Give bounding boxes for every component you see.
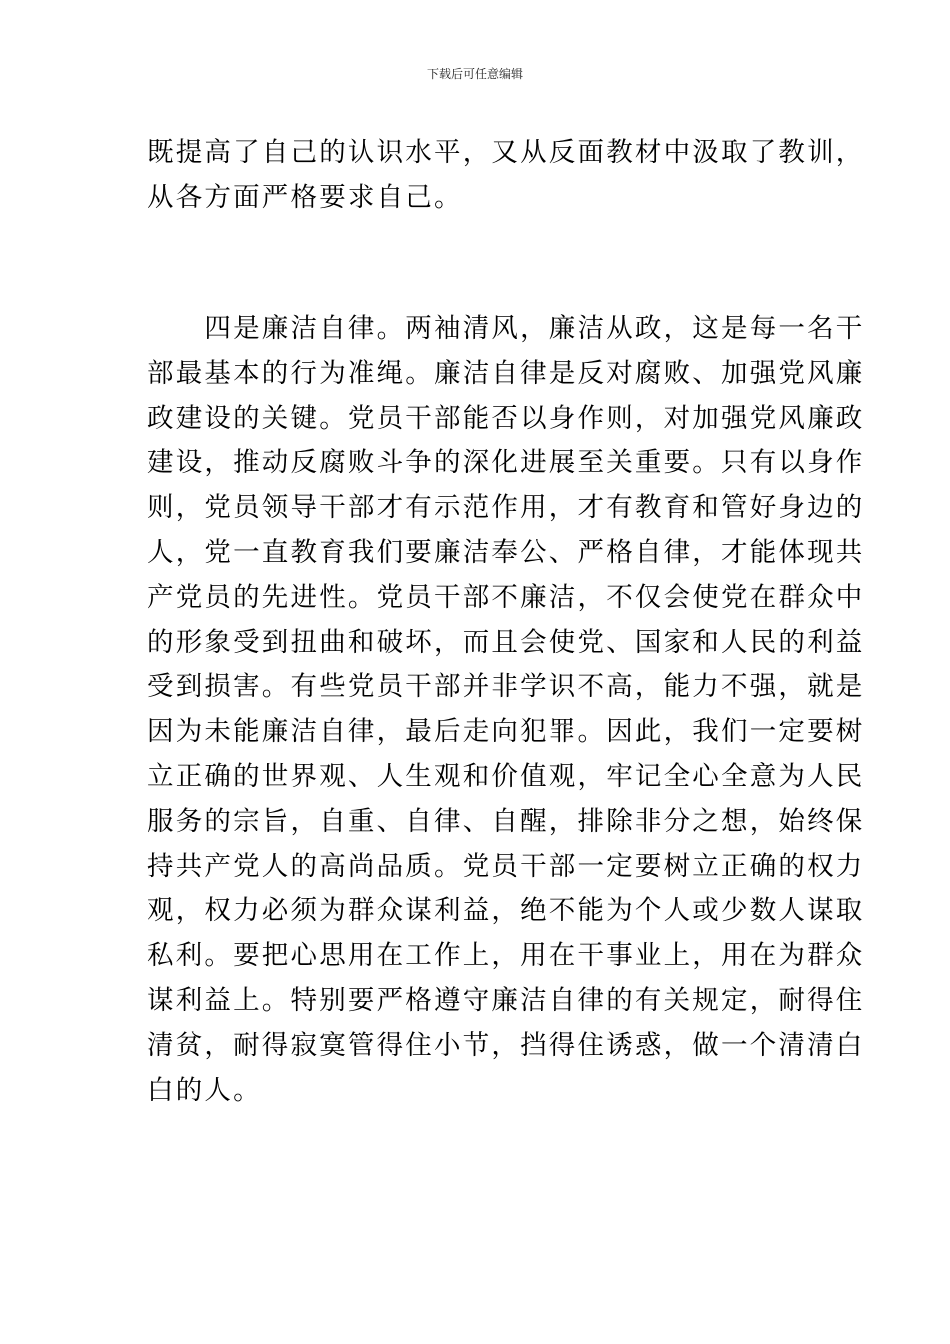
text-line: 私利。要把心思用在工作上，用在干事业上，用在为群众 — [147, 940, 865, 972]
text-line: 立正确的世界观、人生观和价值观，牢记全心全意为人民 — [147, 760, 865, 792]
text-line: 受到损害。有些党员干部并非学识不高，能力不强，就是 — [147, 671, 865, 703]
text-line: 清贫，耐得寂寞管得住小节，挡得住诱惑，做一个清清白 — [147, 1029, 865, 1061]
paragraph-integrity — [147, 307, 865, 1113]
text-line: 谋利益上。特别要严格遵守廉洁自律的有关规定，耐得住 — [147, 984, 865, 1016]
paragraph-continuation — [147, 131, 865, 221]
text-line: 产党员的先进性。党员干部不廉洁，不仅会使党在群众中 — [147, 581, 865, 613]
text-line: 的形象受到扭曲和破坏，而且会使党、国家和人民的利益 — [147, 626, 865, 658]
text-line: 因为未能廉洁自律，最后走向犯罪。因此，我们一定要树 — [147, 716, 865, 748]
text-line: 既提高了自己的认识水平，又从反面教材中汲取了教训， — [147, 137, 865, 168]
header-note: 下载后可任意编辑 — [426, 67, 523, 81]
text-line: 政建设的关键。党员干部能否以身作则，对加强党风廉政 — [147, 402, 865, 434]
text-line: 建设，推动反腐败斗争的深化进展至关重要。只有以身作 — [147, 447, 865, 479]
text-line: 则，党员领导干部才有示范作用，才有教育和管好身边的 — [147, 492, 865, 524]
text-line: 观，权力必须为群众谋利益，绝不能为个人或少数人谋取 — [147, 895, 865, 927]
text-line: 持共产党人的高尚品质。党员干部一定要树立正确的权力 — [147, 850, 865, 882]
text-line: 人，党一直教育我们要廉洁奉公、严格自律，才能体现共 — [147, 536, 865, 568]
text-line: 服务的宗旨，自重、自律、自醒，排除非分之想，始终保 — [147, 805, 865, 837]
text-line: 四是廉洁自律。两袖清风，廉洁从政，这是每一名干 — [147, 313, 865, 344]
text-line: 从各方面严格要求自己。 — [147, 181, 463, 213]
text-line: 白的人。 — [147, 1074, 262, 1106]
text-line: 部最基本的行为准绳。廉洁自律是反对腐败、加强党风廉 — [147, 357, 865, 389]
